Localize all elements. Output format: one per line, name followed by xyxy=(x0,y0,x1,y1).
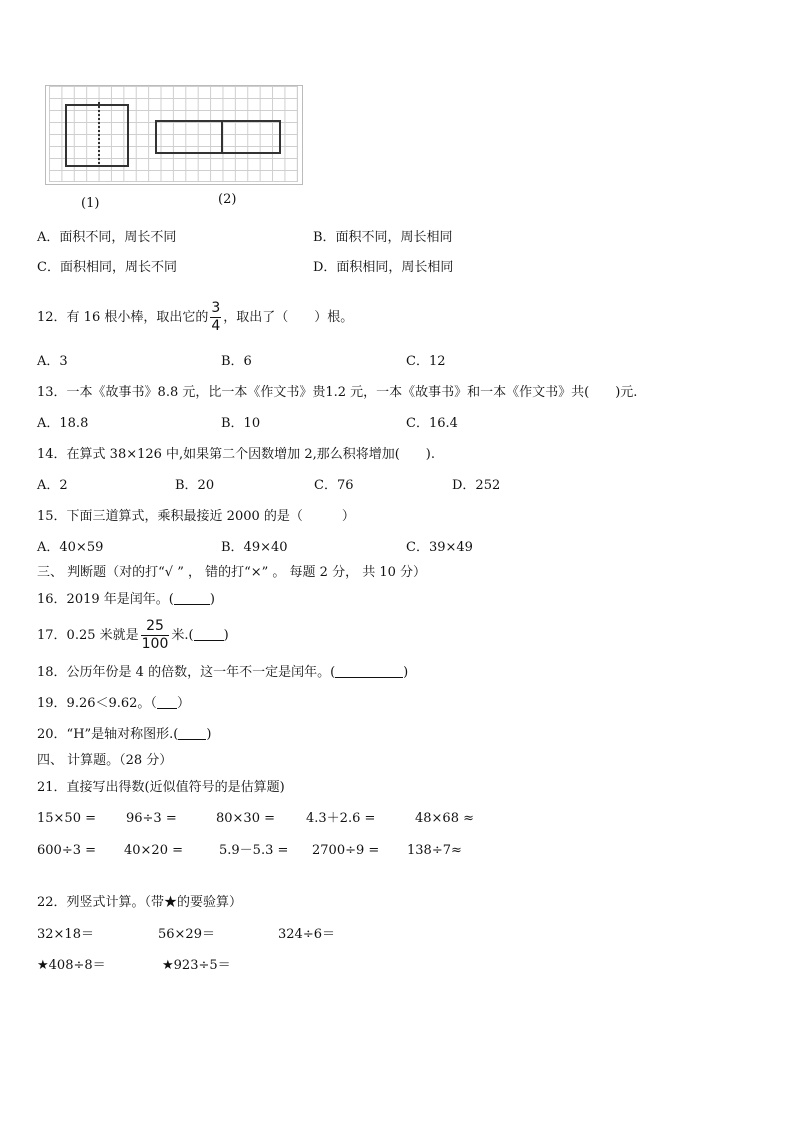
q19-text: 19．9.26＜9.62。（ xyxy=(37,696,157,711)
q12-frac-den: 4 xyxy=(211,318,221,334)
figure-label-2: (2) xyxy=(218,192,237,207)
question-17 xyxy=(37,618,229,654)
q21-item: 4.3＋2.6 = xyxy=(306,811,376,826)
q21-item: 15×50 = xyxy=(37,811,97,826)
q17-text: 17．0.25 米就是 xyxy=(37,628,139,643)
q15-option-b: B．49×40 xyxy=(221,540,288,555)
q15-option-a: A．40×59 xyxy=(37,540,104,555)
q22-item: 324÷6＝ xyxy=(278,927,335,942)
q17-answer-blank[interactable] xyxy=(194,628,224,641)
dotted-divider xyxy=(98,102,100,164)
question-18 xyxy=(37,665,408,681)
q18-answer-blank[interactable] xyxy=(335,665,403,678)
question-19 xyxy=(37,696,190,712)
q20-answer-blank[interactable] xyxy=(178,727,206,740)
q12-option-b: B．6 xyxy=(221,354,252,369)
q22-item: 56×29＝ xyxy=(158,927,215,942)
q21-item: 96÷3 = xyxy=(126,811,177,826)
q22-item: ★408÷8＝ xyxy=(37,958,106,973)
q21-item: 600÷3 = xyxy=(37,843,97,858)
q17-unit: 米.( xyxy=(171,628,194,643)
q19-close: ） xyxy=(176,696,190,711)
q17-frac-num: 25 xyxy=(146,618,164,634)
question-12 xyxy=(37,300,353,335)
q14-option-a: A．2 xyxy=(37,478,68,493)
q19-answer-blank[interactable] xyxy=(157,696,177,709)
q12-prefix: 12．有 16 根小棒，取出它的 xyxy=(37,310,209,325)
q17-fraction xyxy=(141,618,170,653)
q11-option-b: B．面积不同，周长相同 xyxy=(313,230,453,245)
q13-option-a: A．18.8 xyxy=(37,416,89,431)
q12-suffix: ，取出了（ ）根。 xyxy=(223,310,354,325)
q16-answer-blank[interactable] xyxy=(174,592,210,605)
q14-option-d: D．252 xyxy=(452,478,501,493)
question-13: 13．一本《故事书》8.8 元，比一本《作文书》贵1.2 元，一本《故事书》和一本《作文书》共( )元. xyxy=(37,385,638,400)
rectangle-figure-2 xyxy=(155,120,281,154)
q12-option-a: A．3 xyxy=(37,354,68,369)
q11-option-d: D．面积相同，周长相同 xyxy=(313,260,454,275)
q11-option-c: C．面积相同，周长不同 xyxy=(37,260,177,275)
q20-text: 20．“H”是轴对称图形.( xyxy=(37,727,179,742)
q14-option-b: B．20 xyxy=(175,478,215,493)
q21-item: 48×68 ≈ xyxy=(415,811,475,826)
question-21-title: 21．直接写出得数(近似值符号的是估算题) xyxy=(37,780,285,795)
question-15: 15．下面三道算式，乘积最接近 2000 的是（ ） xyxy=(37,509,355,524)
q13-option-b: B．10 xyxy=(221,416,261,431)
figure-label-1: (1) xyxy=(81,196,100,211)
q17-frac-den: 100 xyxy=(141,636,169,652)
question-16 xyxy=(37,592,215,608)
q21-item: 2700÷9 = xyxy=(312,843,380,858)
q17-close: ) xyxy=(223,628,229,643)
question-20 xyxy=(37,727,211,743)
square-figure-1 xyxy=(65,104,129,167)
q12-fraction xyxy=(210,300,221,335)
q21-item: 5.9－5.3 = xyxy=(219,843,289,858)
solid-divider xyxy=(221,120,223,152)
q15-option-c: C．39×49 xyxy=(406,540,473,555)
question-14: 14．在算式 38×126 中,如果第二个因数增加 2,那么积将增加( ). xyxy=(37,447,435,462)
q12-option-c: C．12 xyxy=(406,354,446,369)
q14-option-c: C．76 xyxy=(314,478,354,493)
q21-item: 138÷7≈ xyxy=(407,843,462,858)
q16-close: ) xyxy=(209,592,215,607)
q12-frac-num: 3 xyxy=(211,300,221,316)
q16-text: 16．2019 年是闰年。( xyxy=(37,592,174,607)
q22-item: 32×18＝ xyxy=(37,927,94,942)
q20-close: ) xyxy=(206,727,212,742)
section-3-heading: 三、 判断题（对的打“√ ” ， 错的打“×” 。 每题 2 分， 共 10 分） xyxy=(37,565,427,580)
q22-item: ★923÷5＝ xyxy=(162,958,231,973)
section-4-heading: 四、 计算题。（28 分） xyxy=(37,753,173,768)
q21-item: 80×30 = xyxy=(216,811,276,826)
q21-item: 40×20 = xyxy=(124,843,184,858)
q18-text: 18．公历年份是 4 的倍数，这一年不一定是闰年。( xyxy=(37,665,336,680)
q11-option-a: A．面积不同，周长不同 xyxy=(37,230,177,245)
q13-option-c: C．16.4 xyxy=(406,416,458,431)
q18-close: ) xyxy=(403,665,409,680)
question-22-title: 22．列竖式计算。（带★的要验算） xyxy=(37,895,243,910)
